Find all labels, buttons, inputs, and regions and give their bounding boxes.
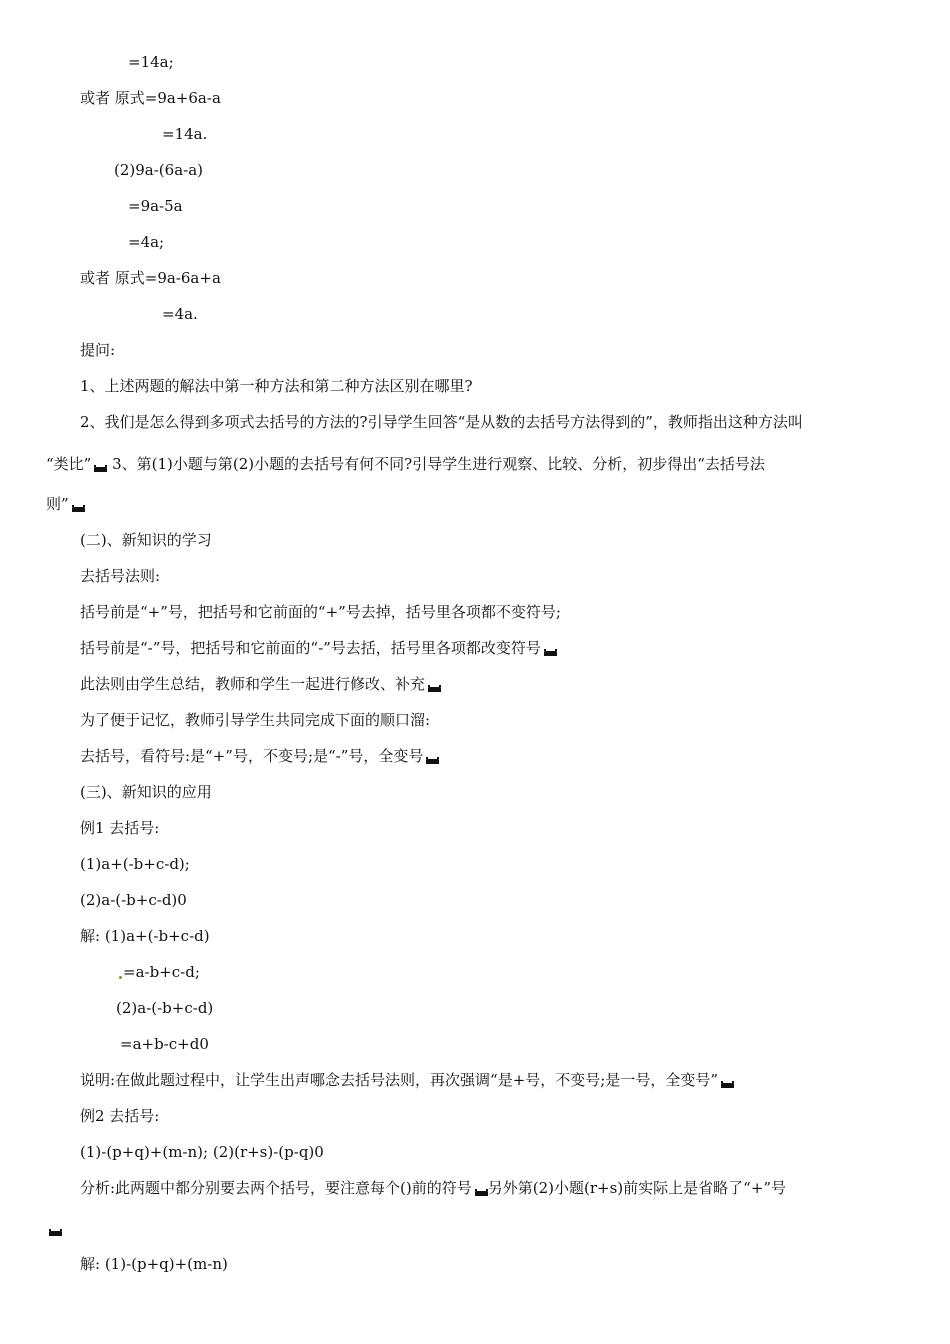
text-line: 2、我们是怎么得到多项式去括号的方法的?引导学生回答“是从数的去括号方法得到的”，教师指出这种方法叫 — [80, 413, 803, 431]
text-line: 为了便于记忆，教师引导学生共同完成下面的顺口溜: — [80, 711, 431, 729]
text-segment: 则” — [46, 495, 69, 513]
text-segment: 分析:此两题中都分别要去两个括号，要注意每个()前的符号 — [80, 1179, 472, 1197]
text-segment: 3、第(1)小题与第(2)小题的去括号有何不同?引导学生进行观察、比较、分析，初步得出“去括号法 — [107, 455, 765, 473]
bracket-mark — [49, 1231, 62, 1236]
bracket-mark — [475, 1191, 488, 1196]
text-line — [80, 675, 441, 693]
bracket-mark — [721, 1083, 734, 1088]
section-heading: (三)、新知识的应用 — [80, 783, 212, 801]
text-segment: 此法则由学生总结，教师和学生一起进行修改、补充 — [80, 675, 426, 693]
text-line: (2)a-(-b+c-d)0 — [80, 891, 187, 909]
text-line: (1)-(p+q)+(m-n); (2)(r+s)-(p-q)0 — [80, 1143, 324, 1161]
stray-dot — [119, 976, 122, 979]
section-heading: (二)、新知识的学习 — [80, 531, 212, 549]
text-segment: 去括号，看符号:是“+”号，不变号;是“-”号，全变号 — [80, 747, 424, 765]
text-line: 或者 原式=9a-6a+a — [80, 269, 221, 287]
text-line: (2)a-(-b+c-d) — [116, 999, 214, 1017]
text-segment: 另外第(2)小题(r+s)前实际上是省略了“+”号 — [487, 1179, 787, 1197]
text-line — [80, 1179, 786, 1197]
text-line: 或者 原式=9a+6a-a — [80, 89, 221, 107]
text-line: 解: (1)-(p+q)+(m-n) — [80, 1255, 228, 1273]
text-line: 去括号法则: — [80, 567, 161, 585]
text-line — [80, 1071, 734, 1089]
text-line: (2)9a-(6a-a) — [114, 161, 204, 179]
text-line — [46, 1219, 62, 1237]
text-segment: =a-b+c-d; — [123, 963, 200, 981]
text-line: 括号前是“+”号，把括号和它前面的“+”号去掉，括号里各项都不变符号; — [80, 603, 561, 621]
text-line: 例1 去括号: — [80, 819, 160, 837]
text-line — [46, 455, 765, 473]
text-line: 解: (1)a+(-b+c-d) — [80, 927, 210, 945]
text-line — [46, 495, 85, 513]
bracket-mark — [428, 687, 441, 692]
text-line: =4a; — [128, 233, 165, 251]
text-line: =9a-5a — [128, 197, 183, 215]
text-line: =a+b-c+d0 — [120, 1035, 209, 1053]
text-line — [80, 747, 439, 765]
text-segment: 括号前是“-”号，把括号和它前面的“-”号去括，括号里各项都改变符号 — [80, 639, 541, 657]
bracket-mark — [72, 507, 85, 512]
text-line: =14a. — [162, 125, 208, 143]
bracket-mark — [544, 651, 557, 656]
text-line: (1)a+(-b+c-d); — [80, 855, 190, 873]
text-line: 例2 去括号: — [80, 1107, 160, 1125]
text-line: 1、上述两题的解法中第一种方法和第二种方法区别在哪里? — [80, 377, 473, 395]
text-line: =4a. — [162, 305, 198, 323]
bracket-mark — [94, 467, 107, 472]
text-line: 提问: — [80, 341, 116, 359]
text-line — [118, 963, 200, 981]
text-line: =14a; — [128, 53, 174, 71]
text-segment: 说明:在做此题过程中，让学生出声哪念去括号法则，再次强调“是+号，不变号;是一号，全变号” — [80, 1071, 719, 1089]
text-line — [80, 639, 557, 657]
bracket-mark — [426, 759, 439, 764]
text-segment: “类比” — [46, 455, 92, 473]
